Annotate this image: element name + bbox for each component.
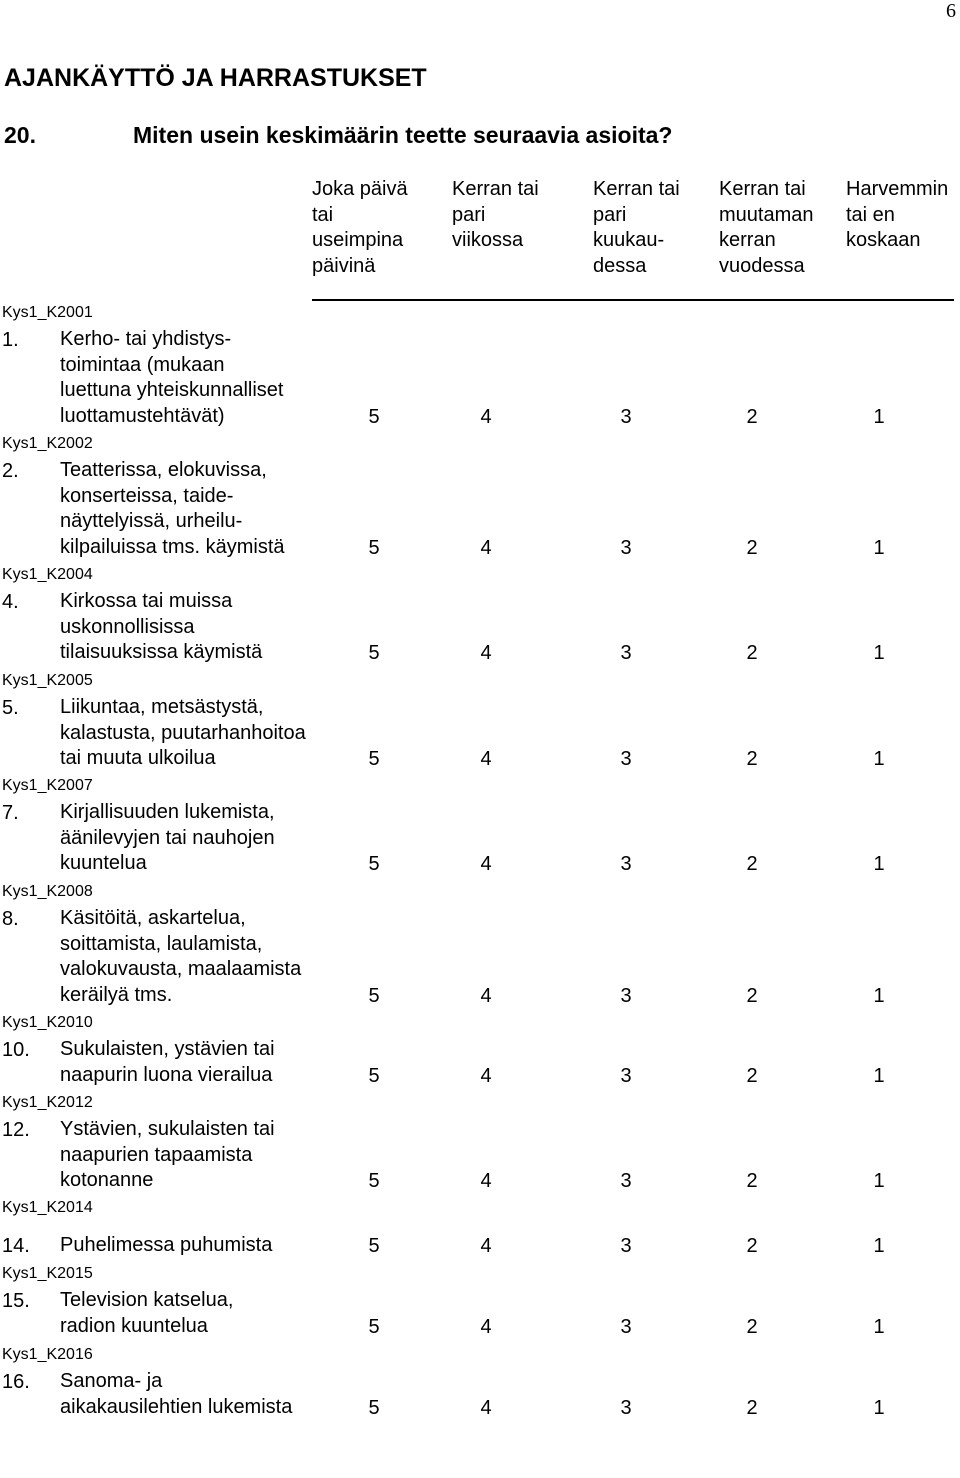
item-label-line: Kerho- tai yhdistys- xyxy=(60,328,232,350)
item-label-line: keräilyä tms. xyxy=(60,983,173,1006)
answer-option-2[interactable]: 2 xyxy=(746,748,758,770)
answer-option-1[interactable]: 1 xyxy=(873,1396,885,1419)
item-label-line: kilpailuissa tms. käymistä xyxy=(60,535,285,558)
answer-option-2[interactable]: 2 xyxy=(746,1396,758,1419)
item-label-line: valokuvausta, maalaamista xyxy=(60,958,302,980)
item-label-line: luottamustehtävät) xyxy=(60,404,225,427)
answer-option-5[interactable]: 5 xyxy=(368,536,380,559)
column-header-line: viikossa xyxy=(452,229,524,251)
answer-option-3[interactable]: 3 xyxy=(620,642,632,664)
item-label-line: naapurien tapaamista xyxy=(60,1143,253,1166)
answer-option-4[interactable]: 4 xyxy=(480,984,492,1007)
answer-option-5[interactable]: 5 xyxy=(368,748,380,770)
column-header-2 xyxy=(452,177,539,254)
answer-option-1[interactable]: 1 xyxy=(873,405,885,428)
item-number: 15. xyxy=(2,1290,30,1312)
answer-option-3[interactable]: 3 xyxy=(620,984,632,1007)
answer-option-4[interactable]: 4 xyxy=(480,1064,492,1087)
item-code: Kys1_K2002 xyxy=(2,435,93,452)
item-label-line: kuuntelua xyxy=(60,852,147,874)
column-header-line: useimpina xyxy=(312,229,404,251)
item-code: Kys1_K2001 xyxy=(2,304,93,321)
item-label-line: konserteissa, taide- xyxy=(60,484,234,507)
item-label-line: näyttelyissä, urheilu- xyxy=(60,510,243,532)
item-number: 1. xyxy=(2,329,19,351)
item-label xyxy=(60,800,360,877)
answer-option-2[interactable]: 2 xyxy=(746,1315,758,1338)
answer-option-2[interactable]: 2 xyxy=(746,1235,758,1257)
answer-option-3[interactable]: 3 xyxy=(620,853,632,875)
item-code: Kys1_K2007 xyxy=(2,777,93,794)
answer-option-2[interactable]: 2 xyxy=(746,1064,758,1087)
item-number: 16. xyxy=(2,1371,30,1393)
item-label-line: Puhelimessa puhumista xyxy=(60,1234,273,1256)
answer-option-5[interactable]: 5 xyxy=(368,1315,380,1338)
column-header-1 xyxy=(312,177,408,279)
column-header-line: pari xyxy=(593,203,627,226)
item-label xyxy=(60,327,360,429)
answer-option-3[interactable]: 3 xyxy=(620,1064,632,1087)
answer-option-2[interactable]: 2 xyxy=(746,984,758,1007)
answer-option-1[interactable]: 1 xyxy=(873,1170,885,1192)
item-number: 2. xyxy=(2,460,19,482)
column-header-line: päivinä xyxy=(312,254,376,277)
page-number: 6 xyxy=(946,0,956,22)
item-label-line: toimintaa (mukaan xyxy=(60,353,225,376)
header-divider xyxy=(312,299,954,301)
answer-option-4[interactable]: 4 xyxy=(480,536,492,559)
item-number: 14. xyxy=(2,1235,30,1257)
question-text: Miten usein keskimäärin teette seuraavia asioita? xyxy=(133,122,673,148)
item-label-line: kotonanne xyxy=(60,1169,154,1191)
column-header-line: kuukau- xyxy=(593,229,665,251)
answer-option-2[interactable]: 2 xyxy=(746,853,758,875)
answer-option-2[interactable]: 2 xyxy=(746,1170,758,1192)
answer-option-3[interactable]: 3 xyxy=(620,1396,632,1419)
item-label-line: tai muuta ulkoilua xyxy=(60,747,216,769)
column-header-line: Kerran tai xyxy=(719,178,806,200)
answer-option-5[interactable]: 5 xyxy=(368,1235,380,1257)
item-label-line: uskonnollisissa xyxy=(60,615,195,638)
item-label-line: Käsitöitä, askartelua, xyxy=(60,907,246,929)
column-header-line: tai xyxy=(312,203,334,226)
item-label xyxy=(60,1233,360,1259)
item-label-line: äänilevyjen tai nauhojen xyxy=(60,826,275,849)
answer-option-1[interactable]: 1 xyxy=(873,536,885,559)
item-label-line: Sukulaisten, ystävien tai xyxy=(60,1038,275,1060)
item-label-line: kalastusta, puutarhanhoitoa xyxy=(60,721,306,744)
answer-option-1[interactable]: 1 xyxy=(873,1064,885,1087)
column-header-line: muutaman xyxy=(719,203,814,226)
answer-option-5[interactable]: 5 xyxy=(368,853,380,875)
column-header-line: vuodessa xyxy=(719,254,805,277)
answer-option-4[interactable]: 4 xyxy=(480,1170,492,1192)
answer-option-5[interactable]: 5 xyxy=(368,405,380,428)
item-label-line: soittamista, laulamista, xyxy=(60,932,263,955)
answer-option-3[interactable]: 3 xyxy=(620,536,632,559)
column-header-line: kerran xyxy=(719,229,776,251)
answer-option-1[interactable]: 1 xyxy=(873,642,885,664)
item-label-line: naapurin luona vierailua xyxy=(60,1063,273,1086)
column-header-line: pari xyxy=(452,203,486,226)
item-code: Kys1_K2004 xyxy=(2,566,93,583)
item-label-line: Ystävien, sukulaisten tai xyxy=(60,1118,275,1140)
column-header-line: koskaan xyxy=(846,229,921,251)
item-label xyxy=(60,906,360,1008)
column-header-4 xyxy=(719,177,814,279)
item-number: 5. xyxy=(2,697,19,719)
item-label xyxy=(60,695,360,772)
item-label-line: Kirkossa tai muissa xyxy=(60,590,233,612)
item-code: Kys1_K2015 xyxy=(2,1265,93,1282)
item-code: Kys1_K2014 xyxy=(2,1199,93,1216)
item-code: Kys1_K2012 xyxy=(2,1094,93,1111)
answer-option-5[interactable]: 5 xyxy=(368,984,380,1007)
answer-option-5[interactable]: 5 xyxy=(368,1064,380,1087)
answer-option-1[interactable]: 1 xyxy=(873,984,885,1007)
item-label xyxy=(60,1288,360,1339)
answer-option-3[interactable]: 3 xyxy=(620,1235,632,1257)
item-label xyxy=(60,1117,360,1194)
answer-option-4[interactable]: 4 xyxy=(480,1396,492,1419)
column-header-line: dessa xyxy=(593,254,647,277)
item-label-line: Sanoma- ja xyxy=(60,1370,163,1392)
item-number: 12. xyxy=(2,1119,30,1141)
answer-option-3[interactable]: 3 xyxy=(620,1315,632,1338)
item-label-line: Liikuntaa, metsästystä, xyxy=(60,696,264,718)
column-header-3 xyxy=(593,177,680,279)
column-header-line: Harvemmin xyxy=(846,178,949,200)
answer-option-1[interactable]: 1 xyxy=(873,853,885,875)
item-label-line: luettuna yhteiskunnalliset xyxy=(60,379,284,401)
item-label-line: aikakausilehtien lukemista xyxy=(60,1395,293,1418)
answer-option-5[interactable]: 5 xyxy=(368,642,380,664)
answer-option-2[interactable]: 2 xyxy=(746,642,758,664)
question-number: 20. xyxy=(4,122,36,148)
answer-option-2[interactable]: 2 xyxy=(746,405,758,428)
answer-option-1[interactable]: 1 xyxy=(873,1315,885,1338)
answer-option-3[interactable]: 3 xyxy=(620,1170,632,1192)
item-code: Kys1_K2008 xyxy=(2,883,93,900)
column-header-line: Joka päivä xyxy=(312,178,408,200)
answer-option-1[interactable]: 1 xyxy=(873,1235,885,1257)
column-header-line: Kerran tai xyxy=(452,178,539,200)
answer-option-4[interactable]: 4 xyxy=(480,1235,492,1257)
answer-option-4[interactable]: 4 xyxy=(480,748,492,770)
answer-option-2[interactable]: 2 xyxy=(746,536,758,559)
answer-option-5[interactable]: 5 xyxy=(368,1396,380,1419)
item-number: 7. xyxy=(2,802,19,824)
item-label-line: tilaisuuksissa käymistä xyxy=(60,641,263,663)
item-number: 10. xyxy=(2,1039,30,1061)
item-label-line: Television katselua, xyxy=(60,1289,234,1311)
item-code: Kys1_K2010 xyxy=(2,1014,93,1031)
item-code: Kys1_K2005 xyxy=(2,672,93,689)
answer-option-4[interactable]: 4 xyxy=(480,642,492,664)
item-code: Kys1_K2016 xyxy=(2,1346,93,1363)
item-label-line: Kirjallisuuden lukemista, xyxy=(60,801,275,823)
item-number: 4. xyxy=(2,591,19,613)
answer-option-4[interactable]: 4 xyxy=(480,1315,492,1338)
column-header-5 xyxy=(846,177,948,254)
item-label xyxy=(60,1369,360,1420)
item-label xyxy=(60,458,360,560)
item-label-line: Teatterissa, elokuvissa, xyxy=(60,459,267,481)
item-label xyxy=(60,589,360,666)
answer-option-5[interactable]: 5 xyxy=(368,1170,380,1192)
column-header-line: tai en xyxy=(846,203,895,226)
item-label xyxy=(60,1037,360,1088)
answer-option-3[interactable]: 3 xyxy=(620,748,632,770)
section-title: AJANKÄYTTÖ JA HARRASTUKSET xyxy=(4,64,427,92)
answer-option-3[interactable]: 3 xyxy=(620,405,632,428)
item-label-line: radion kuuntelua xyxy=(60,1314,208,1337)
column-header-line: Kerran tai xyxy=(593,178,680,200)
answer-option-4[interactable]: 4 xyxy=(480,405,492,428)
answer-option-4[interactable]: 4 xyxy=(480,853,492,875)
answer-option-1[interactable]: 1 xyxy=(873,748,885,770)
item-number: 8. xyxy=(2,908,19,930)
